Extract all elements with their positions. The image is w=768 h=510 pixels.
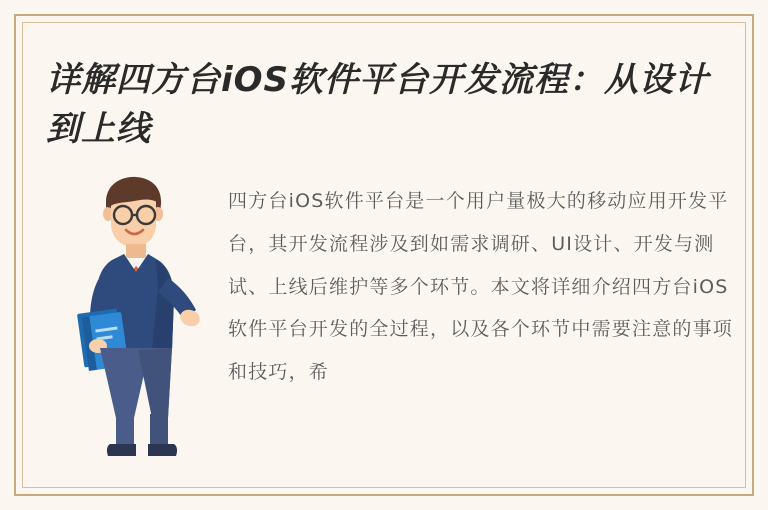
article-title: 详解四方台iOS软件平台开发流程：从设计到上线 [46, 60, 710, 150]
man-with-book-illustration [68, 168, 208, 468]
article-body: 四方台iOS软件平台是一个用户量极大的移动应用开发平台，其开发流程涉及到如需求调研、UI设计、开发与测试、上线后维护等多个环节。本文将详细介绍四方台iOS软件平台开发的全过程，以及各个环节中需要注意的事项和技巧，希 [228, 190, 734, 383]
